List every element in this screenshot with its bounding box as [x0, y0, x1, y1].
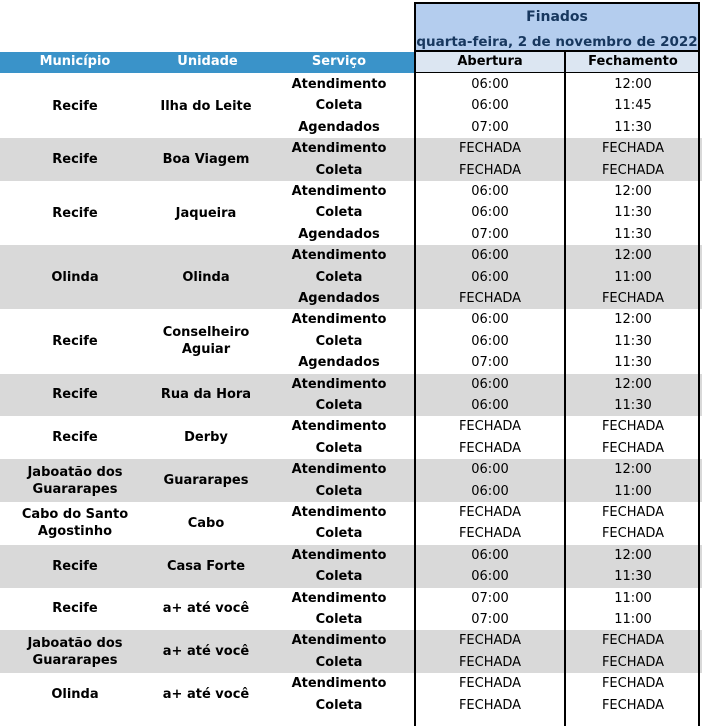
fechamento-cell: FECHADA	[601, 633, 665, 649]
abertura-cell: 06:00	[471, 205, 509, 221]
table-row	[0, 138, 702, 181]
servico-cell: Coleta	[315, 569, 363, 585]
municipio-cell: Jaboatão dos Guararapes	[27, 635, 123, 668]
unidade-cell: Jaqueira	[175, 205, 237, 221]
unidade-cell: Ilha do Leite	[160, 98, 252, 114]
municipio-cell: Recife	[52, 152, 98, 168]
fechamento-cell: 12:00	[614, 376, 652, 392]
fechamento-cell: 11:30	[614, 205, 652, 221]
servico-cell: Atendimento	[291, 590, 387, 606]
servico-cell: Atendimento	[291, 312, 387, 328]
service-row	[0, 160, 702, 181]
fechamento-cell: FECHADA	[601, 419, 665, 435]
abertura-cell: 06:00	[471, 269, 509, 285]
service-row	[0, 74, 702, 95]
service-row	[0, 416, 702, 437]
abertura-cell: 06:00	[471, 333, 509, 349]
abertura-cell: 06:00	[471, 483, 509, 499]
table-row	[0, 245, 702, 309]
holiday-title: Finados	[526, 9, 588, 25]
service-row	[0, 374, 702, 395]
fechamento-cell: 11:00	[614, 483, 652, 499]
abertura-cell: 06:00	[471, 462, 509, 478]
municipio-cell: Jaboatão dos Guararapes	[27, 464, 123, 497]
servico-cell: Atendimento	[291, 462, 387, 478]
abertura-cell: FECHADA	[458, 440, 522, 456]
table-row	[0, 588, 702, 631]
service-row	[0, 695, 702, 716]
unidade-cell: Casa Forte	[166, 558, 246, 574]
service-row	[0, 459, 702, 480]
unidade-cell: Guararapes	[163, 473, 249, 489]
unidade-cell: Derby	[184, 430, 228, 446]
divider-left	[414, 52, 416, 726]
abertura-cell: 06:00	[471, 376, 509, 392]
fechamento-cell: 11:30	[614, 333, 652, 349]
abertura-cell: FECHADA	[458, 505, 522, 520]
fechamento-cell: FECHADA	[601, 654, 665, 670]
servico-cell: Coleta	[315, 440, 363, 456]
fechamento-cell: 11:30	[614, 569, 652, 585]
municipio-cell: Olinda	[51, 269, 99, 285]
abertura-cell: FECHADA	[458, 162, 522, 178]
servico-cell: Agendados	[298, 119, 380, 135]
service-row	[0, 481, 702, 502]
table-row	[0, 181, 702, 245]
service-row	[0, 395, 702, 416]
fechamento-cell: 11:45	[614, 98, 652, 114]
table-row	[0, 630, 702, 673]
column-header-servico: Serviço	[311, 54, 367, 69]
municipio-cell: Recife	[52, 205, 98, 221]
column-header-municipio: Município	[39, 54, 111, 69]
fechamento-cell: 11:30	[614, 119, 652, 135]
table-row	[0, 502, 702, 545]
unidade-cell: a+ até você	[162, 601, 250, 617]
service-row	[0, 438, 702, 459]
table-row	[0, 545, 702, 588]
fechamento-cell: 11:30	[614, 355, 652, 371]
municipio-cell: Recife	[52, 387, 98, 403]
fechamento-cell: 11:00	[614, 590, 652, 606]
abertura-cell: 06:00	[471, 184, 509, 199]
municipio-cell: Recife	[52, 601, 98, 617]
table-row	[0, 459, 702, 502]
abertura-cell: 06:00	[471, 312, 509, 328]
unidade-cell: Conselheiro Aguiar	[162, 325, 250, 358]
service-row	[0, 652, 702, 673]
abertura-cell: FECHADA	[458, 290, 522, 306]
servico-cell: Coleta	[315, 611, 363, 627]
service-row	[0, 117, 702, 138]
service-row	[0, 523, 702, 544]
servico-cell: Atendimento	[291, 547, 387, 563]
service-row	[0, 138, 702, 159]
abertura-cell: FECHADA	[458, 419, 522, 435]
service-row	[0, 309, 702, 330]
fechamento-cell: 11:00	[614, 269, 652, 285]
service-row	[0, 352, 702, 373]
servico-cell: Atendimento	[291, 376, 387, 392]
servico-cell: Atendimento	[291, 248, 387, 264]
municipio-cell: Recife	[52, 558, 98, 574]
servico-cell: Coleta	[315, 397, 363, 413]
abertura-cell: 07:00	[471, 611, 509, 627]
municipio-cell: Olinda	[51, 687, 99, 703]
table-row	[0, 309, 702, 373]
abertura-cell: FECHADA	[458, 526, 522, 542]
service-row	[0, 181, 702, 202]
service-row	[0, 267, 702, 288]
servico-cell: Agendados	[298, 226, 380, 242]
servico-cell: Agendados	[298, 355, 380, 371]
table-row	[0, 416, 702, 459]
column-header-fechamento: Fechamento	[566, 52, 700, 73]
abertura-cell: FECHADA	[458, 141, 522, 157]
table-row	[0, 374, 702, 417]
municipio-cell: Recife	[52, 98, 98, 114]
servico-cell: Coleta	[315, 654, 363, 670]
holiday-header	[414, 2, 700, 52]
column-header-bar	[0, 52, 414, 73]
divider-right	[698, 52, 700, 726]
service-row	[0, 609, 702, 630]
column-header-unidade: Unidade	[177, 54, 238, 69]
servico-cell: Coleta	[315, 98, 363, 114]
abertura-cell: 07:00	[471, 590, 509, 606]
service-row	[0, 673, 702, 694]
abertura-cell: FECHADA	[458, 633, 522, 649]
servico-cell: Atendimento	[291, 141, 387, 157]
unidade-cell: Boa Viagem	[162, 152, 250, 168]
service-row	[0, 331, 702, 352]
servico-cell: Agendados	[298, 290, 380, 306]
servico-cell: Coleta	[315, 269, 363, 285]
servico-cell: Coleta	[315, 205, 363, 221]
abertura-cell: 06:00	[471, 77, 509, 92]
servico-cell: Atendimento	[291, 184, 387, 199]
abertura-cell: 06:00	[471, 98, 509, 114]
unidade-cell: a+ até você	[162, 644, 250, 660]
fechamento-cell: FECHADA	[601, 141, 665, 157]
fechamento-cell: FECHADA	[601, 290, 665, 306]
fechamento-cell: 12:00	[614, 462, 652, 478]
service-row	[0, 545, 702, 566]
fechamento-cell: FECHADA	[601, 526, 665, 542]
abertura-cell: 06:00	[471, 248, 509, 264]
fechamento-cell: 12:00	[614, 248, 652, 264]
service-row	[0, 245, 702, 266]
servico-cell: Atendimento	[291, 419, 387, 435]
servico-cell: Atendimento	[291, 676, 387, 692]
abertura-cell: FECHADA	[458, 676, 522, 692]
servico-cell: Coleta	[315, 526, 363, 542]
unidade-cell: Cabo	[187, 515, 225, 531]
fechamento-cell: 11:00	[614, 611, 652, 627]
service-row	[0, 630, 702, 651]
service-row	[0, 288, 702, 309]
fechamento-cell: FECHADA	[601, 162, 665, 178]
fechamento-cell: 12:00	[614, 184, 652, 199]
fechamento-cell: FECHADA	[601, 697, 665, 713]
fechamento-cell: 11:30	[614, 397, 652, 413]
holiday-date: quarta-feira, 2 de novembro de 2022	[416, 34, 698, 50]
abertura-cell: FECHADA	[458, 654, 522, 670]
abertura-cell: 06:00	[471, 397, 509, 413]
unidade-cell: Rua da Hora	[160, 387, 252, 403]
fechamento-cell: 11:30	[614, 226, 652, 242]
abertura-cell: 07:00	[471, 226, 509, 242]
servico-cell: Coleta	[315, 697, 363, 713]
fechamento-cell: 12:00	[614, 312, 652, 328]
servico-cell: Coleta	[315, 333, 363, 349]
service-row	[0, 566, 702, 587]
servico-cell: Atendimento	[291, 77, 387, 92]
divider-middle	[564, 52, 566, 726]
unidade-cell: Olinda	[182, 269, 230, 285]
table-row	[0, 74, 702, 138]
servico-cell: Coleta	[315, 483, 363, 499]
service-row	[0, 95, 702, 116]
fechamento-cell: 12:00	[614, 547, 652, 563]
abertura-cell: 07:00	[471, 355, 509, 371]
municipio-cell: Cabo do Santo Agostinho	[21, 507, 129, 540]
servico-cell: Atendimento	[291, 505, 387, 520]
service-row	[0, 224, 702, 245]
abertura-cell: 07:00	[471, 119, 509, 135]
servico-cell: Atendimento	[291, 633, 387, 649]
unidade-cell: a+ até você	[162, 687, 250, 703]
fechamento-cell: FECHADA	[601, 505, 665, 520]
abertura-cell: 06:00	[471, 547, 509, 563]
abertura-cell: FECHADA	[458, 697, 522, 713]
service-row	[0, 502, 702, 523]
municipio-cell: Recife	[52, 430, 98, 446]
municipio-cell: Recife	[52, 333, 98, 349]
fechamento-cell: 12:00	[614, 77, 652, 92]
fechamento-cell: FECHADA	[601, 440, 665, 456]
service-row	[0, 202, 702, 223]
column-header-abertura: Abertura	[416, 52, 564, 73]
fechamento-cell: FECHADA	[601, 676, 665, 692]
table-row	[0, 673, 702, 716]
abertura-cell: 06:00	[471, 569, 509, 585]
servico-cell: Coleta	[315, 162, 363, 178]
service-row	[0, 588, 702, 609]
